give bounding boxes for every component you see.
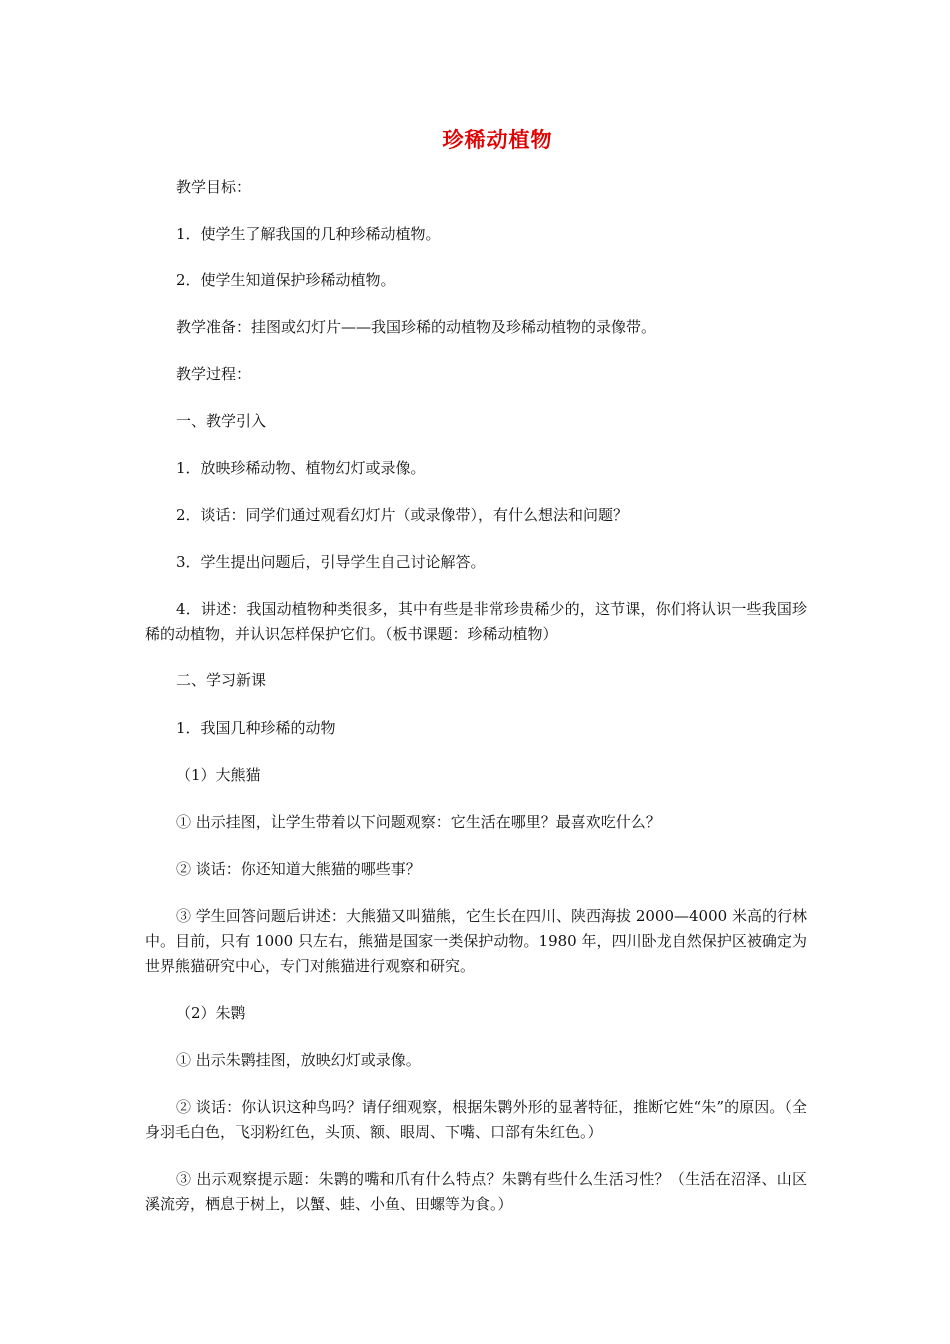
paragraph: （1）大熊猫: [176, 766, 261, 784]
paragraph: ③ 出示观察提示题：朱鹮的嘴和爪有什么特点？朱鹮有些什么生活习性？（生活在沼泽、山区溪流旁，栖息于树上，以蟹、蛙、小鱼、田螺等为食。）: [145, 1170, 807, 1213]
section-heading: 二、学习新课: [176, 671, 267, 689]
paragraph: 4．讲述：我国动植物种类很多，其中有些是非常珍贵稀少的，这节课，你们将认识一些我国珍稀的动植物，并认识怎样保护它们。（板书课题：珍稀动植物）: [145, 600, 807, 643]
paragraph: 1．使学生了解我国的几种珍稀动植物。: [176, 225, 441, 243]
paragraph: 1．放映珍稀动物、植物幻灯或录像。: [176, 459, 426, 477]
paragraph: 教学过程：: [176, 365, 252, 383]
paragraph: ② 谈话：你认识这种鸟吗？请仔细观察，根据朱鹮外形的显著特征，推断它姓“朱”的原因。（全身羽毛白色，飞羽粉红色，头顶、额、眼周、下嘴、口部有朱红色。）: [145, 1098, 807, 1141]
paragraph: 2．使学生知道保护珍稀动植物。: [176, 271, 396, 289]
paragraph: ③ 学生回答问题后讲述：大熊猫又叫猫熊，它生长在四川、陕西海拔 2000—4000 米高的行林中。目前，只有 1000 只左右，熊猫是国家一类保护动物。1980 年，四川卧龙自然保护区被确定为世界熊猫研究中心，专门对熊猫进行观察和研究。: [145, 907, 807, 975]
paragraph: 2．谈话：同学们通过观看幻灯片（或录像带），有什么想法和问题？: [176, 506, 629, 524]
paragraph: ② 谈话：你还知道大熊猫的哪些事？: [176, 860, 421, 878]
paragraph: 1．我国几种珍稀的动物: [176, 719, 336, 737]
paragraph: ① 出示朱鹮挂图，放映幻灯或录像。: [176, 1051, 421, 1069]
paragraph: （2）朱鹮: [176, 1004, 246, 1022]
paragraph: 3．学生提出问题后，引导学生自己讨论解答。: [176, 553, 486, 571]
document-title: 珍稀动植物: [442, 128, 553, 152]
paragraph: 教学目标：: [176, 178, 252, 196]
paragraph: 教学准备：挂图或幻灯片——我国珍稀的动植物及珍稀动植物的录像带。: [176, 318, 657, 336]
paragraph: ① 出示挂图，让学生带着以下问题观察：它生活在哪里？最喜欢吃什么？: [176, 813, 661, 831]
section-heading: 一、教学引入: [176, 412, 267, 430]
